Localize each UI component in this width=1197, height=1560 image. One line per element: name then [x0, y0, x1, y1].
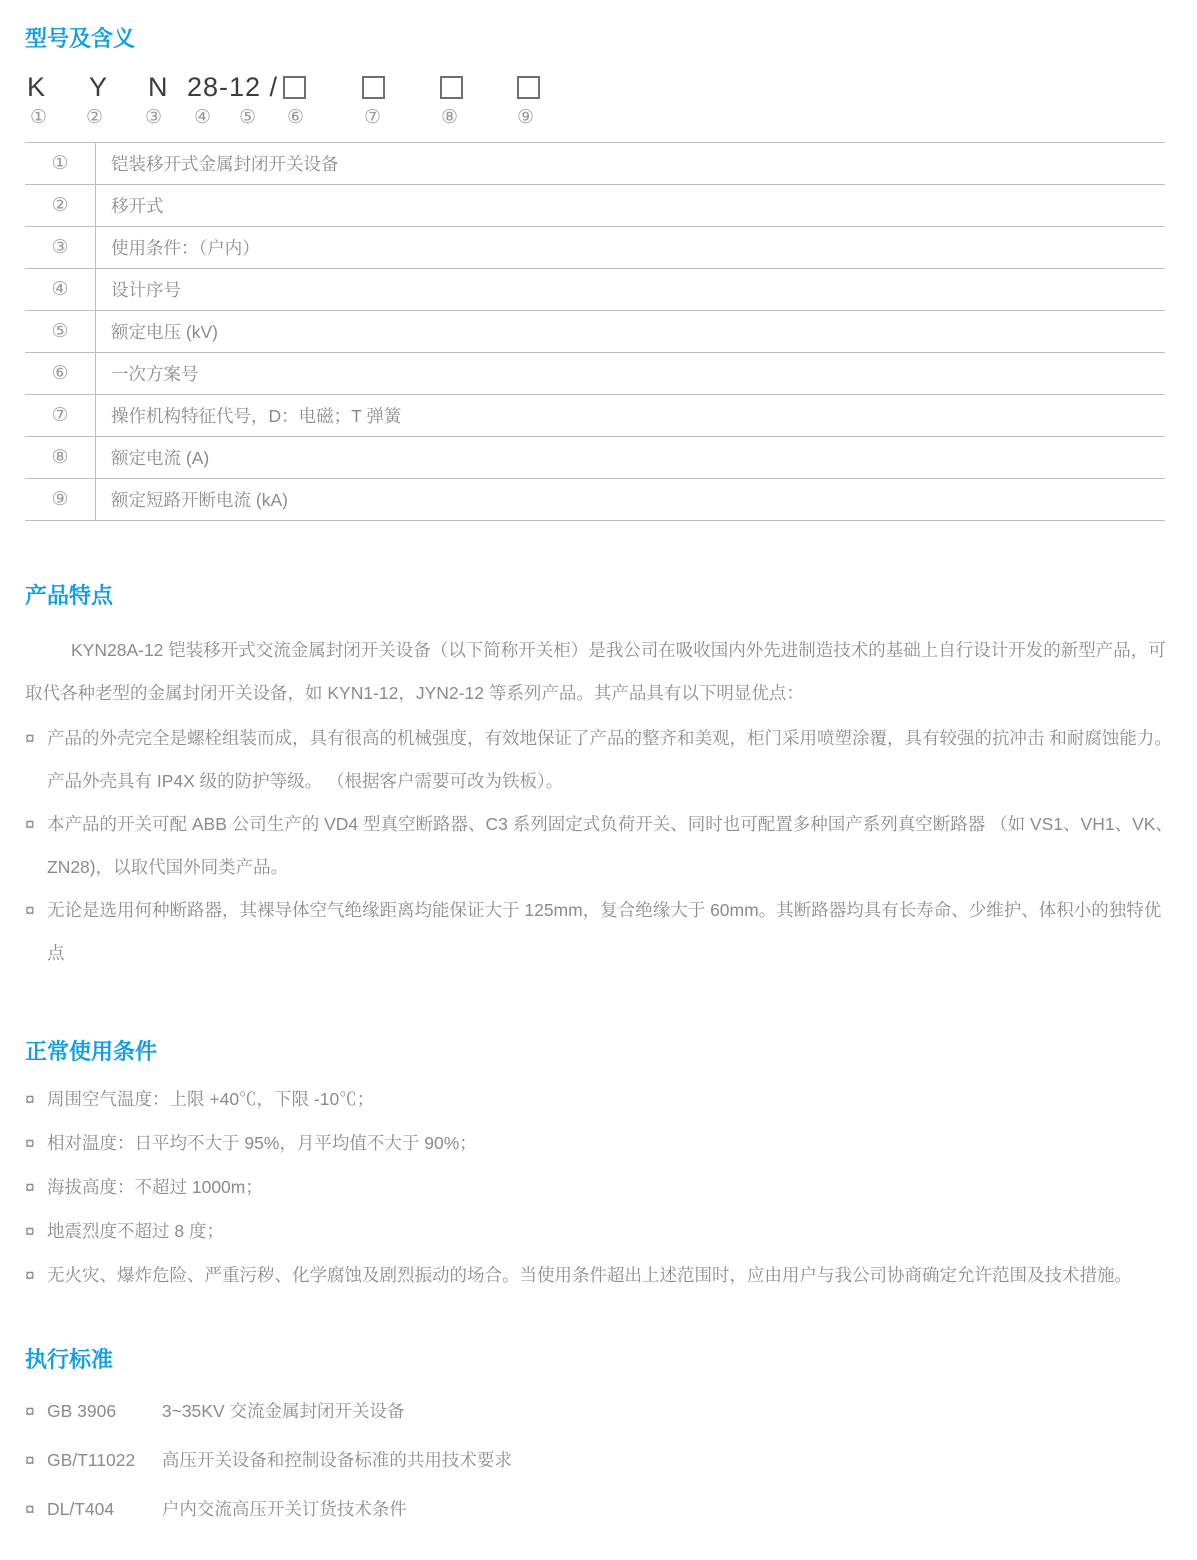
list-item	[25, 1436, 1173, 1485]
table-row	[25, 437, 1165, 479]
table-row	[25, 143, 1165, 185]
bullet-marker: ¤	[25, 814, 35, 834]
bullet-marker: ¤	[25, 1265, 35, 1285]
bullet-text: 相对温度：日平均不大于 95%，月平均值不大于 90%；	[47, 1133, 477, 1153]
standard-description: 3~35KV 交流金属封闭开关设备	[161, 1401, 405, 1421]
bullet-marker: ¤	[25, 1133, 35, 1153]
table-row	[25, 353, 1165, 395]
bullet-text: 海拔高度：不超过 1000m；	[47, 1177, 263, 1197]
features-intro-paragraph: KYN28A-12 铠装移开式交流金属封闭开关设备（以下简称开关柜）是我公司在吸收国内外先进制造技术的基础上自行设计开发的新型产品，可取代各种老型的金属封闭开关设备，如 KYN1-12，JYN2-12 等系列产品。其产品具有以下明显优点：	[25, 640, 1166, 703]
list-item	[25, 1121, 1173, 1165]
list-item	[25, 1165, 1173, 1209]
bullet-marker: ¤	[25, 1221, 35, 1241]
section-title-features: 产品特点	[25, 583, 114, 608]
circle-number-6: ⑥	[287, 107, 305, 128]
table-row	[25, 185, 1165, 227]
list-item	[25, 889, 1173, 975]
row-description: 设计序号	[111, 280, 181, 300]
bullet-marker: ¤	[25, 1401, 35, 1421]
bullet-marker: ¤	[25, 900, 35, 920]
list-item	[25, 803, 1173, 889]
row-number: ②	[25, 185, 96, 226]
bullet-text: 本产品的开关可配 ABB 公司生产的 VD4 型真空断路器、C3 系列固定式负荷开关、同时也可配置多种国产系列真空断路器 （如 VS1、VH1、VK、ZN28)，以取代国外同类产品。	[47, 814, 1173, 877]
bullet-marker: ¤	[25, 1450, 35, 1470]
list-item	[25, 1253, 1173, 1297]
circle-number-5: ⑤	[239, 107, 257, 128]
bullet-marker: ¤	[25, 1499, 35, 1519]
list-item	[25, 1485, 1173, 1534]
row-number: ⑨	[25, 479, 96, 520]
table-row	[25, 479, 1165, 521]
row-number: ③	[25, 227, 96, 268]
row-number: ⑤	[25, 311, 96, 352]
bullet-marker: ¤	[25, 1089, 35, 1109]
model-number-code: 28-12 /	[187, 72, 279, 102]
row-number: ⑥	[25, 353, 96, 394]
model-code-diagram	[25, 72, 1172, 136]
features-bullet-list	[25, 717, 1173, 975]
row-number: ①	[25, 143, 96, 184]
standard-description: 高压开关设备和控制设备标准的共用技术要求	[161, 1450, 512, 1470]
circle-number-3: ③	[145, 107, 163, 128]
standards-list	[25, 1387, 1173, 1534]
standard-code: GB/T11022	[47, 1450, 136, 1470]
bullet-text: 无论是选用何种断路器，其裸导体空气绝缘距离均能保证大于 125mm，复合绝缘大于 60mm。其断路器均具有长寿命、少维护、体积小的独特优点	[47, 900, 1162, 963]
model-placeholder-box	[440, 76, 463, 99]
standard-description: 户内交流高压开关订货技术条件	[161, 1499, 407, 1519]
bullet-text: 产品的外壳完全是螺栓组装而成，具有很高的机械强度，有效地保证了产品的整齐和美观，柜门采用喷塑涂覆，具有较强的抗冲击 和耐腐蚀能力。产品外壳具有 IP4X 级的防护等级。 （根据客户需要可改为铁板）。	[47, 728, 1172, 791]
model-placeholder-box	[283, 76, 306, 99]
model-placeholder-box	[517, 76, 540, 99]
list-item	[25, 1077, 1173, 1121]
model-meaning-table	[25, 142, 1165, 521]
model-placeholder-box	[362, 76, 385, 99]
model-letter-k: K	[27, 72, 47, 102]
table-row	[25, 395, 1165, 437]
row-description: 操作机构特征代号，D：电磁；T 弹簧	[111, 406, 402, 426]
row-description: 额定短路开断电流 (kA)	[111, 490, 288, 510]
row-number: ④	[25, 269, 96, 310]
bullet-text: 地震烈度不超过 8 度；	[47, 1221, 224, 1241]
table-row	[25, 269, 1165, 311]
row-description: 一次方案号	[111, 364, 199, 384]
row-description: 使用条件：（户内）	[111, 238, 260, 258]
row-number: ⑦	[25, 395, 96, 436]
row-number: ⑧	[25, 437, 96, 478]
bullet-marker: ¤	[25, 1177, 35, 1197]
section-title-conditions: 正常使用条件	[25, 1039, 158, 1064]
circle-number-9: ⑨	[517, 107, 535, 128]
conditions-bullet-list	[25, 1077, 1173, 1297]
table-row	[25, 227, 1165, 269]
section-title-model: 型号及含义	[25, 26, 136, 51]
section-title-standards: 执行标准	[25, 1347, 114, 1372]
standard-code: GB 3906	[47, 1401, 117, 1421]
circle-number-7: ⑦	[364, 107, 382, 128]
circle-number-8: ⑧	[441, 107, 459, 128]
bullet-text: 周围空气温度：上限 +40℃，下限 -10℃；	[47, 1089, 375, 1109]
row-description: 铠装移开式金属封闭开关设备	[111, 154, 339, 174]
bullet-marker: ¤	[25, 728, 35, 748]
table-row	[25, 311, 1165, 353]
circle-number-2: ②	[86, 107, 104, 128]
standard-code: DL/T404	[47, 1499, 115, 1519]
row-description: 额定电压 (kV)	[111, 322, 218, 342]
row-description: 移开式	[111, 196, 164, 216]
list-item	[25, 1387, 1173, 1436]
circle-number-1: ①	[30, 107, 48, 128]
row-description: 额定电流 (A)	[111, 448, 210, 468]
model-letter-n: N	[148, 72, 169, 102]
bullet-text: 无火灾、爆炸危险、严重污秽、化学腐蚀及剧烈振动的场合。当使用条件超出上述范围时，应由用户与我公司协商确定允许范围及技术措施。	[47, 1265, 1132, 1285]
list-item	[25, 1209, 1173, 1253]
circle-number-4: ④	[194, 107, 212, 128]
list-item	[25, 717, 1173, 803]
model-letter-y: Y	[89, 72, 109, 102]
